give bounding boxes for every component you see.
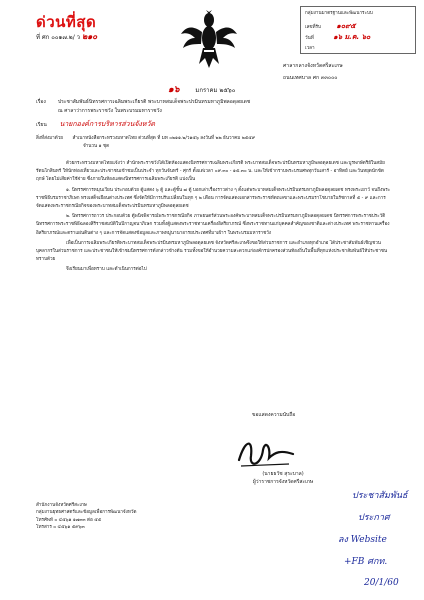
document-date — [168, 82, 235, 96]
stamp-time: เวลา — [305, 46, 315, 51]
body-paragraph-3: ๒. นิทรรศการถาวร ประกอบด้วย ตู้พนิจพิจารณ์พระราชกรณียกิจ ภาพยนตร์ส่วนพระองค์พระบาทสมเด็จพระปรมินทรมหาภูมิพลอดุลยเดช นิทรรศการพระราชประวัติ นิทรรศการพระราชพิธีฉลองสิริราชสมบัติในปีกาญจนาภิเษก รวมทั้งตู้แสดงพระราชทานเครื่องอิสริยาภรณ์ ซึ่งพระราชทานแก่บุคคลสำคัญของชาติและต่างประเทศ พระราชทานเครื่องอิสริยาภรณ์และตราแผ่นดินต่าง ๆ และการจัดแสดงข้อมูลและภาพหมู่นานาอารยประเทศที่มาเฝ้าฯ ในพระบรมมหาราชวัง — [36, 214, 390, 236]
signer-name: (นายธวัช สุระบาล) — [262, 471, 304, 477]
subject-line-1: ประชาสัมพันธ์นิทรรศการเฉลิมพระเกียรติ พระบาทสมเด็จพระปรมินทรมหาภูมิพลอดุลยเดช — [58, 99, 251, 105]
letter-body — [36, 160, 391, 277]
office-address — [283, 60, 343, 84]
annotation-2: ประกาศ — [358, 513, 390, 523]
recipient-label: เรียน — [36, 122, 47, 128]
subject-line-2: ณ ศาลาว่าการพระราชวัง ในพระบรมมหาราชวัง — [58, 108, 162, 114]
stamp-receipt-no: เลขที่รับ ๑๐๙๕ — [305, 22, 356, 30]
footer-line-1: สำนักงานจังหวัดศรีสะเกษ — [36, 503, 87, 508]
date-day-handwritten: ๑๖ — [168, 85, 180, 95]
urgent-label: ด่วนที่สุด — [36, 13, 97, 31]
enclosure-line-2: จำนวน ๑ ชุด — [83, 144, 110, 149]
body-paragraph-4: เพื่อเป็นการเฉลิมพระเกียรติพระบาทสมเด็จพระปรมินทรมหาภูมิพลอดุลยเดช จังหวัดศรีสะเกษจึงขอให้ส่วนราชการ และอำเภอทุกอำเภอ ได้ประชาสัมพันธ์เชิญชวนบุคลากรในส่วนราชการ และประชาชนให้เข้าชมนิทรรศการดังกล่าวข้างต้น รวมทั้งขอให้อำนวยความสะดวกแก่องค์กรปกครองส่วนท้องถิ่นในพื้นที่ทุกแห่งประชาสัมพันธ์ให้ประชาชนทราบด้วย — [36, 240, 388, 263]
date-month-year: มกราคม ๒๕๖๐ — [195, 87, 236, 94]
document-number-prefix: ที่ ศก ๐๐๑๗.๒/ ว — [36, 34, 81, 41]
office-line-2: ถนนเทศบาล ศก ๓๓๐๐๐ — [283, 75, 338, 81]
recipient — [36, 119, 155, 130]
subject-label: เรื่อง — [36, 99, 46, 105]
handwritten-annotations — [334, 488, 420, 598]
annotation-5: 20/1/60 — [364, 578, 399, 588]
body-paragraph-1: ด้วยกระทรวงมหาดไทยแจ้งว่า สำนักพระราชวังได้เปิดห้องแสดงนิทรรศการเฉลิมพระเกียรติ พระบาทสมเด็จพระปรมินทรมหาภูมิพลอดุลยเดช และบูรพกษัตริย์ในสมัยรัตนโกสินทร์ ให้นักท่องเที่ยวและประชาชนเข้าชมเป็นประจำ ทุกวันจันทร์ - ศุกร์ ตั้งแต่เวลา ๐๙.๓๐ - ๑๕.๓๐ น. และให้เข้ากราบพระบรมศพทุกวันเสาร์ - อาทิตย์ และวันหยุดนักขัตฤกษ์ โดยไม่เสียค่าใช้จ่าย ซึ่งภายในห้องแสดงนิทรรศการเฉลิมพระเกียรติ แบ่งเป็น — [36, 161, 385, 183]
recipient-handwritten: นายกองค์การบริหารส่วนจังหวัด — [59, 120, 155, 128]
stamp-date: วันที่ ๑๖ ม.ค. ๖๐ — [305, 33, 371, 41]
subject — [36, 98, 250, 116]
enclosure-line-1: สำเนาหนังสือกระทรวงมหาดไทย ด่วนที่สุด ที่ มท ๐๒๑๑.๒/ว๑๕๖ ลงวันที่ ๒๒ ธันวาคม ๒๕๕๙ — [72, 136, 256, 141]
body-paragraph-2: ๑. นิทรรศการหมุนเวียน ประกอบด้วย ตู้แสดง ๖ ตู้ และตู้ชั้น ๗ ตู้ บอกเล่าเรื่องราวต่าง ๆ ตั้งแต่พระบาทสมเด็จพระปรมินทรมหาภูมิพลอดุลยเดช ทรงพระเยาว์ จนถึงพระราชพิธีบรมราชาภิเษก ทรงเสด็จเยือนต่างประเทศ ซึ่งจัดให้มีการปรับเปลี่ยนในทุก ๆ ๒ เดือน การจัดแสดงเอกสารพระราชหัตถเลขาและพระบรมราโชบายในรัชกาลที่ ๕ - ๙ และการจัดแสดงพระราชกรณียกิจของพระบาทสมเด็จพระปรมินทรมหาภูมิพลอดุลยเดช — [36, 187, 391, 210]
document-number-handwritten: ๒๑๐ — [81, 32, 98, 41]
closing-phrase: ขอแสดงความนับถือ — [252, 412, 296, 418]
annotation-3: ลง Website — [338, 535, 387, 545]
signer-title: ผู้ว่าราชการจังหวัดศรีสะเกษ — [252, 479, 314, 485]
receiving-stamp — [300, 6, 416, 54]
enclosure — [36, 135, 255, 151]
garuda-emblem-icon — [181, 10, 237, 68]
stamp-title: กลุ่มงานมาตรฐานและพัฒนาระบบ — [305, 11, 373, 16]
footer-line-3: โทรศัพท์ ๐ ๔๕๖๑ ๑๗๓๓ ต่อ ๕๕ — [36, 517, 102, 523]
signer-block — [228, 470, 338, 486]
footer-contact — [36, 502, 136, 532]
annotation-4: +FB ศกท. — [344, 557, 388, 567]
footer-line-4: โทรสาร ๐ ๔๕๖๑ ๕๙๖๓ — [36, 525, 85, 531]
body-paragraph-5: จึงเรียนมาเพื่อทราบ และดำเนินการต่อไป — [66, 267, 147, 273]
enclosure-label: สิ่งที่ส่งมาด้วย — [36, 136, 63, 141]
document-number — [36, 30, 97, 43]
annotation-1: ประชาสัมพันธ์ — [352, 491, 408, 501]
office-line-1: ศาลากลางจังหวัดศรีสะเกษ — [283, 63, 343, 69]
footer-line-2: กลุ่มงานยุทธศาสตร์และข้อมูลเพื่อการพัฒนาจังหวัด — [36, 510, 137, 516]
